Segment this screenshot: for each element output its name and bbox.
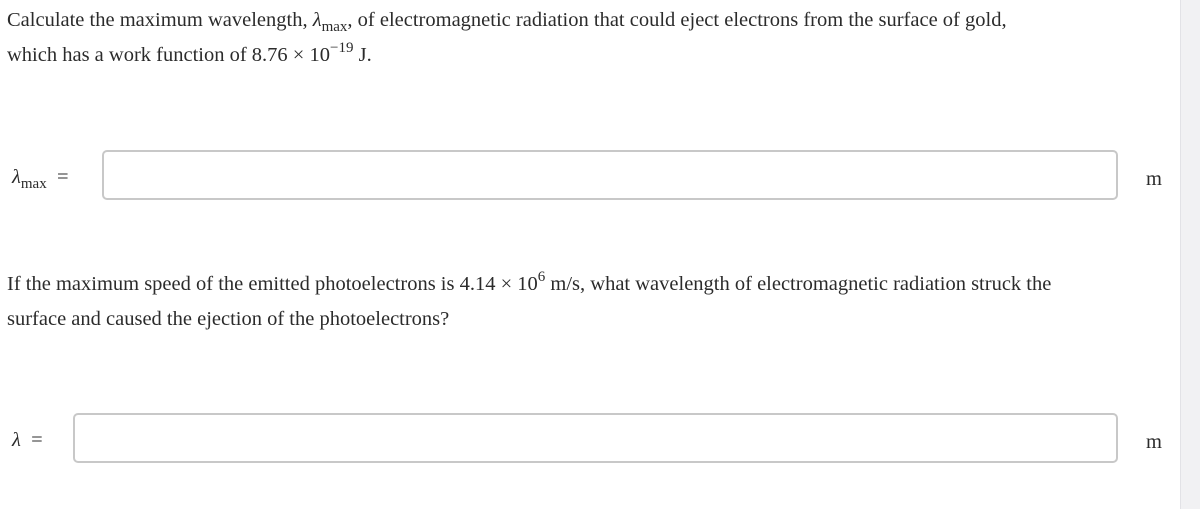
lambda-symbol: λ: [312, 9, 322, 31]
answer-1-row: [0, 150, 1180, 204]
answer-1-unit: m: [1146, 168, 1162, 190]
question-1-text: Calculate the maximum wavelength, $\lambda_{max}$, of electromagnetic radiation that could eject electrons from the surface of gold, which has a work function of $8.76 \times 10^{-19}$ J.: [7, 9, 1007, 66]
lambda-subscript: max: [321, 19, 348, 35]
answer-2-label: λ =: [12, 429, 43, 451]
lambda-max-input[interactable]: [102, 150, 1118, 200]
exponent: −19: [330, 40, 354, 56]
scrollbar[interactable]: [1180, 0, 1200, 509]
exponent: 6: [537, 269, 546, 285]
answer-2-row: [0, 413, 1180, 467]
question-2-text: If the maximum speed of the emitted photoelectrons is $4.14 \times 10^6$ m/s, what wavelength of electromagnetic radiation struck the surface and caused the ejection of the photoelectrons?: [7, 269, 1052, 330]
answer-1-label: $\lambda_{max}$ =: [12, 166, 69, 192]
lambda-input[interactable]: [73, 413, 1118, 463]
answer-2-unit: m: [1146, 431, 1162, 453]
